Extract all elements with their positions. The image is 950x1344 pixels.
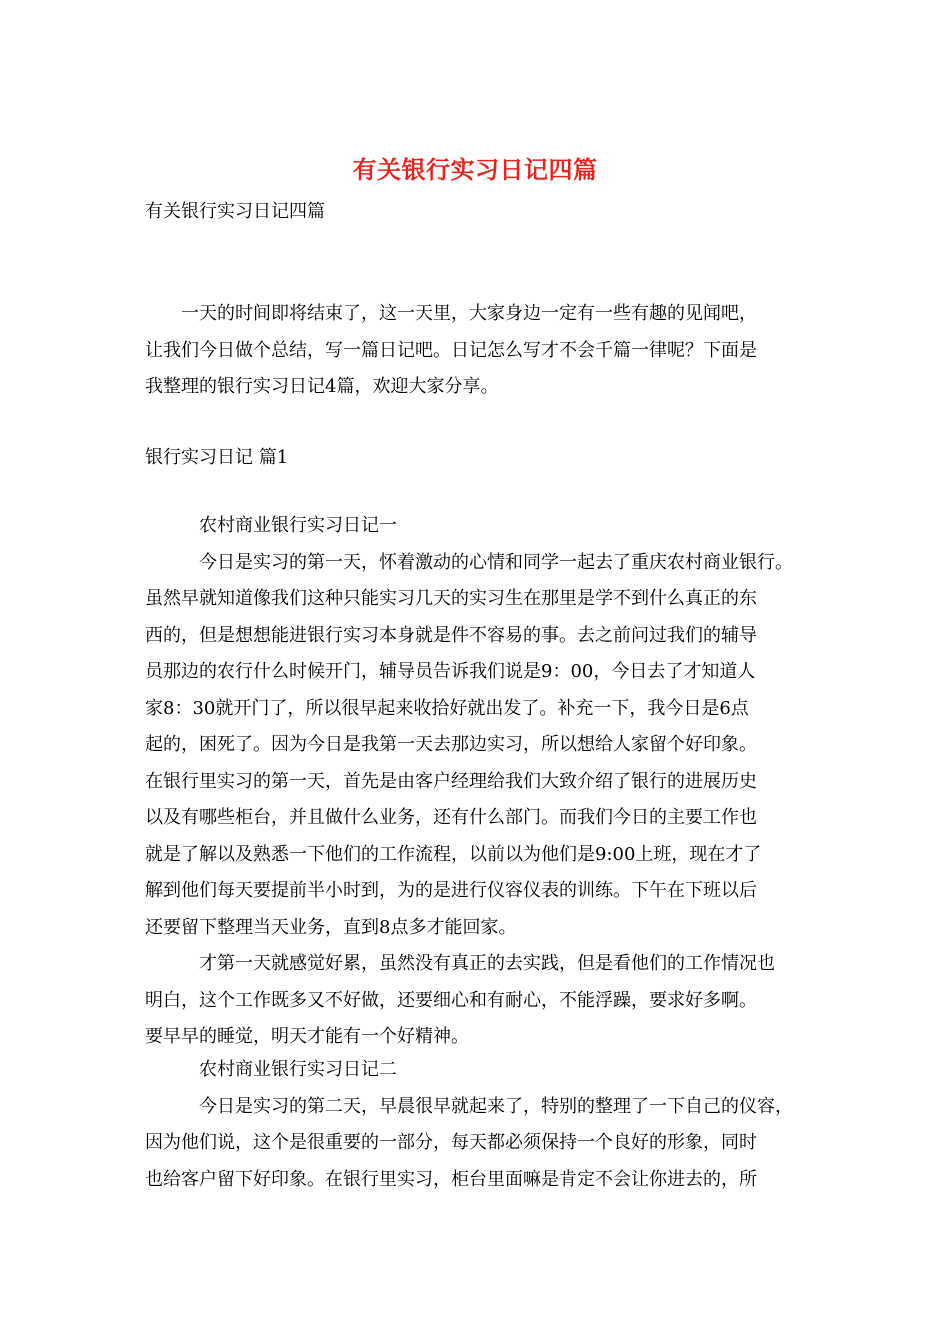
diary-entry-2 xyxy=(145,1052,825,1198)
document-title: 有关银行实习日记四篇 xyxy=(352,155,598,184)
diary-line: 员那边的农行什么时候开门，辅导员告诉我们说是9：00，今日去了才知道人 xyxy=(145,661,756,682)
intro-line: 我整理的银行实习日记4篇，欢迎大家分享。 xyxy=(145,376,499,397)
diary-line: 今日是实习的第一天，怀着激动的心情和同学一起去了重庆农村商业银行。 xyxy=(145,551,793,573)
diary-line: 解到他们每天要提前半小时到，为的是进行仪容仪表的训练。下午在下班以后 xyxy=(145,880,757,901)
diary-line: 要早早的睡觉，明天才能有一个好精神。 xyxy=(145,1026,469,1047)
diary-line: 以及有哪些柜台，并且做什么业务，还有什么部门。而我们今日的主要工作也 xyxy=(145,807,757,828)
diary-line: 还要留下整理当天业务，直到8点多才能回家。 xyxy=(145,916,517,938)
diary-line: 也给客户留下好印象。在银行里实习，柜台里面嘛是肯定不会让你进去的，所 xyxy=(145,1168,757,1190)
document-subtitle: 有关银行实习日记四篇 xyxy=(145,201,325,222)
diary-line: 家8：30就开门了，所以很早起来收拾好就出发了。补充一下，我今日是6点 xyxy=(145,697,749,719)
diary-line: 才第一天就感觉好累，虽然没有真正的去实践，但是看他们的工作情况也 xyxy=(145,953,775,974)
diary-line: 西的，但是想想能进银行实习本身就是件不容易的事。去之前问过我们的辅导 xyxy=(145,624,757,646)
diary-line: 今日是实习的第二天，早晨很早就起来了，特别的整理了一下自己的仪容， xyxy=(145,1095,793,1117)
section-heading: 银行实习日记 篇1 xyxy=(145,447,289,468)
diary-line: 因为他们说，这个是很重要的一部分，每天都必须保持一个良好的形象，同时 xyxy=(145,1132,757,1153)
diary-line: 农村商业银行实习日记一 xyxy=(145,515,397,536)
intro-paragraph xyxy=(145,296,825,406)
intro-line: 一天的时间即将结束了，这一天里，大家身边一定有一些有趣的见闻吧， xyxy=(145,303,757,324)
diary-line: 虽然早就知道像我们这种只能实习几天的实习生在那里是学不到什么真正的东 xyxy=(145,588,757,609)
diary-line: 明白，这个工作既多又不好做，还要细心和有耐心，不能浮躁，要求好多啊。 xyxy=(145,989,757,1011)
intro-line: 让我们今日做个总结，写一篇日记吧。日记怎么写才不会千篇一律呢？下面是 xyxy=(145,339,757,361)
diary-line: 农村商业银行实习日记二 xyxy=(145,1059,397,1080)
diary-entry-1 xyxy=(145,508,825,1056)
diary-line: 起的，困死了。因为今日是我第一天去那边实习，所以想给人家留个好印象。 xyxy=(145,734,757,755)
diary-line: 在银行里实习的第一天，首先是由客户经理给我们大致介绍了银行的进展历史 xyxy=(145,770,757,792)
diary-line: 就是了解以及熟悉一下他们的工作流程，以前以为他们是9:00上班，现在才了 xyxy=(145,843,762,865)
